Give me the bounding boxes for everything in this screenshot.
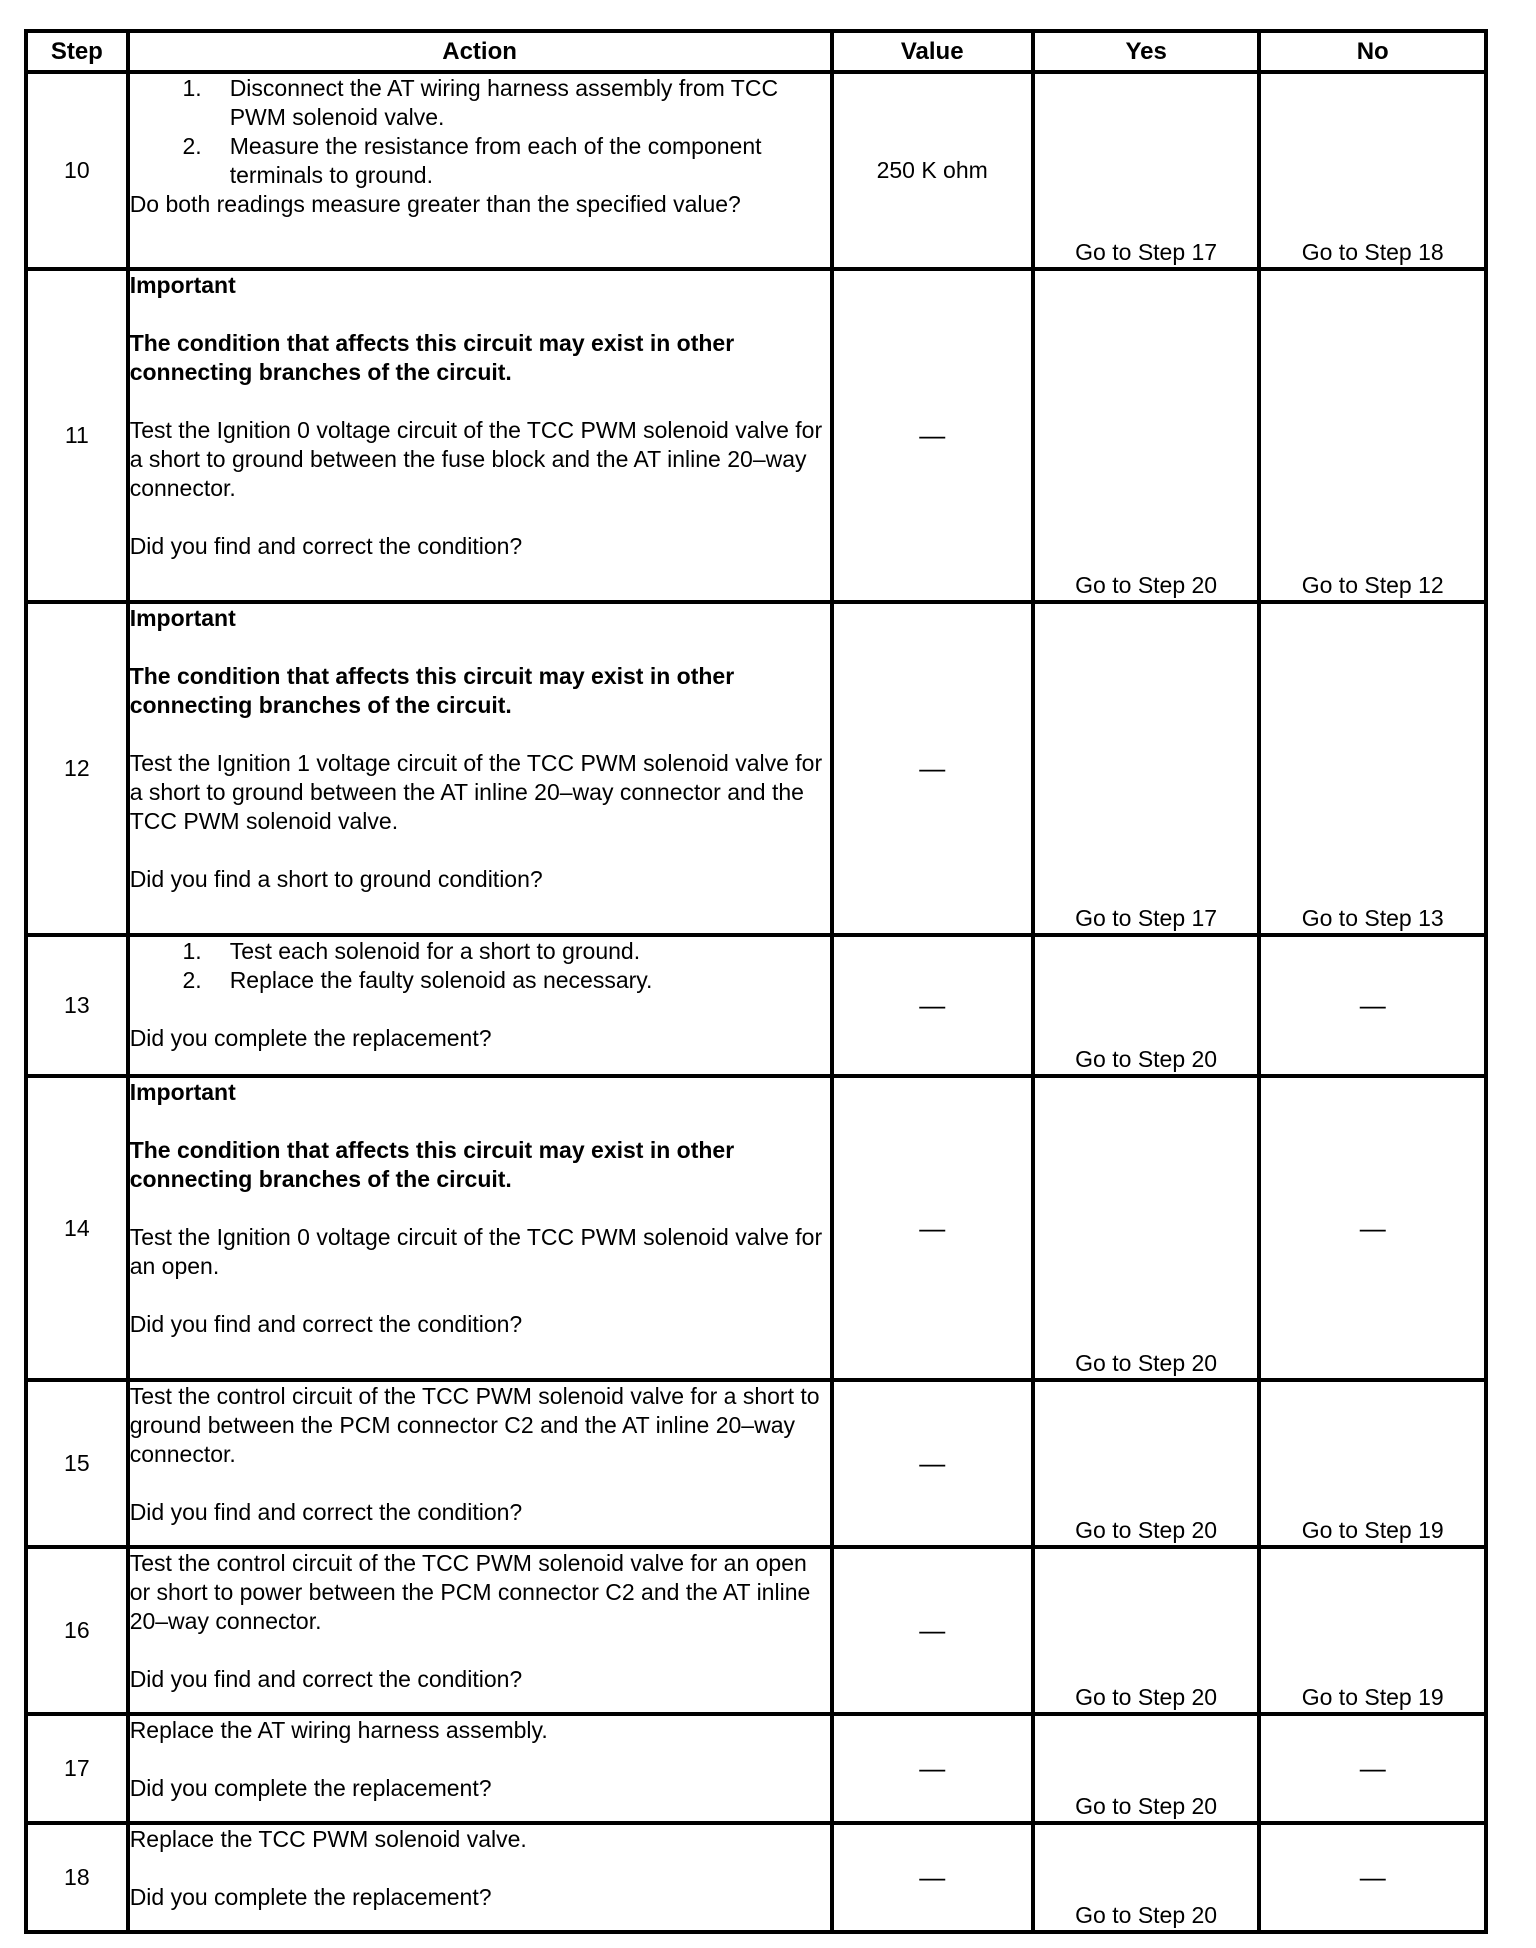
diagnostic-table	[24, 29, 1488, 1934]
action-cell	[128, 602, 832, 935]
yes-cell: Go to Step 20	[1033, 1714, 1260, 1823]
yes-cell: Go to Step 20	[1033, 1823, 1260, 1932]
important-label: Important	[129, 272, 236, 298]
step-number: 11	[26, 269, 128, 602]
list-number: 2.	[182, 133, 202, 159]
action-list	[130, 937, 830, 995]
step-number: 17	[26, 1714, 128, 1823]
value-cell: 250 K ohm	[832, 72, 1033, 269]
table-row	[26, 1076, 1486, 1380]
table-row	[26, 1547, 1486, 1714]
action-text: Test the control circuit of the TCC PWM solenoid valve for a short to ground between the PCM connector C2 and the AT inline 20–way connector.	[129, 1383, 820, 1467]
no-cell: Go to Step 19	[1259, 1547, 1486, 1714]
list-text: Test each solenoid for a short to ground.	[229, 938, 641, 964]
no-cell: Go to Step 18	[1259, 72, 1486, 269]
list-number: 2.	[182, 967, 202, 993]
important-label: Important	[129, 605, 236, 631]
list-item	[130, 132, 830, 190]
no-cell: —	[1259, 1714, 1486, 1823]
no-cell: Go to Step 13	[1259, 602, 1486, 935]
action-question: Did you find and correct the condition?	[129, 1499, 523, 1525]
no-cell: —	[1259, 1823, 1486, 1932]
header-no: No	[1259, 31, 1486, 72]
step-number: 15	[26, 1380, 128, 1547]
action-text: Test the Ignition 1 voltage circuit of the TCC PWM solenoid valve for a short to ground between the AT inline 20–way connector and the TCC PWM solenoid valve.	[129, 750, 823, 834]
yes-cell: Go to Step 20	[1033, 1547, 1260, 1714]
action-question: Did you complete the replacement?	[129, 1884, 492, 1910]
action-question: Did you find a short to ground condition?	[129, 866, 543, 892]
table-header-row	[26, 31, 1486, 72]
important-condition: The condition that affects this circuit may exist in other connecting branches of the circuit.	[129, 330, 735, 385]
action-list	[130, 74, 830, 190]
list-item	[130, 74, 830, 132]
yes-cell: Go to Step 17	[1033, 602, 1260, 935]
list-item	[130, 966, 830, 995]
no-cell: Go to Step 19	[1259, 1380, 1486, 1547]
list-item	[130, 937, 830, 966]
header-yes: Yes	[1033, 31, 1260, 72]
action-cell	[128, 269, 832, 602]
no-cell: —	[1259, 935, 1486, 1076]
table-row	[26, 602, 1486, 935]
table-row	[26, 1380, 1486, 1547]
action-question: Did you find and correct the condition?	[129, 1311, 523, 1337]
action-cell	[128, 1380, 832, 1547]
step-number: 10	[26, 72, 128, 269]
header-step: Step	[26, 31, 128, 72]
value-cell: —	[832, 1714, 1033, 1823]
action-question: Did you complete the replacement?	[129, 1775, 492, 1801]
step-number: 16	[26, 1547, 128, 1714]
important-label: Important	[129, 1079, 236, 1105]
value-cell: —	[832, 269, 1033, 602]
value-cell: —	[832, 1076, 1033, 1380]
value-cell: —	[832, 1547, 1033, 1714]
no-cell: Go to Step 12	[1259, 269, 1486, 602]
table-row	[26, 1714, 1486, 1823]
action-text: Test the control circuit of the TCC PWM solenoid valve for an open or short to power between the PCM connector C2 and the AT inline 20–way connector.	[129, 1550, 811, 1634]
action-cell	[128, 935, 832, 1076]
table-row	[26, 1823, 1486, 1932]
action-cell	[128, 1547, 832, 1714]
list-number: 1.	[182, 938, 202, 964]
step-number: 13	[26, 935, 128, 1076]
step-number: 18	[26, 1823, 128, 1932]
table-row	[26, 935, 1486, 1076]
value-cell: —	[832, 602, 1033, 935]
action-question: Do both readings measure greater than the specified value?	[129, 191, 741, 217]
action-question: Did you complete the replacement?	[129, 1025, 492, 1051]
action-text: Test the Ignition 0 voltage circuit of the TCC PWM solenoid valve for an open.	[129, 1224, 823, 1279]
value-cell: —	[832, 1823, 1033, 1932]
header-action: Action	[128, 31, 832, 72]
table-row	[26, 269, 1486, 602]
table-row	[26, 72, 1486, 269]
yes-cell: Go to Step 20	[1033, 935, 1260, 1076]
yes-cell: Go to Step 20	[1033, 1380, 1260, 1547]
yes-cell: Go to Step 17	[1033, 72, 1260, 269]
list-text: Measure the resistance from each of the component terminals to ground.	[229, 133, 762, 188]
no-cell: —	[1259, 1076, 1486, 1380]
list-number: 1.	[182, 75, 202, 101]
action-text: Test the Ignition 0 voltage circuit of the TCC PWM solenoid valve for a short to ground between the fuse block and the AT inline 20–way connector.	[129, 417, 823, 501]
important-condition: The condition that affects this circuit may exist in other connecting branches of the circuit.	[129, 1137, 735, 1192]
list-text: Disconnect the AT wiring harness assembly from TCC PWM solenoid valve.	[229, 75, 779, 130]
value-cell: —	[832, 1380, 1033, 1547]
important-condition: The condition that affects this circuit may exist in other connecting branches of the circuit.	[129, 663, 735, 718]
action-cell	[128, 1076, 832, 1380]
list-text: Replace the faulty solenoid as necessary.	[229, 967, 653, 993]
action-cell	[128, 72, 832, 269]
yes-cell: Go to Step 20	[1033, 1076, 1260, 1380]
step-number: 14	[26, 1076, 128, 1380]
action-question: Did you find and correct the condition?	[129, 1666, 523, 1692]
yes-cell: Go to Step 20	[1033, 269, 1260, 602]
step-number: 12	[26, 602, 128, 935]
value-cell: —	[832, 935, 1033, 1076]
action-cell	[128, 1714, 832, 1823]
header-value: Value	[832, 31, 1033, 72]
action-text: Replace the AT wiring harness assembly.	[129, 1717, 548, 1743]
action-text: Replace the TCC PWM solenoid valve.	[129, 1826, 527, 1852]
action-cell	[128, 1823, 832, 1932]
action-question: Did you find and correct the condition?	[129, 533, 523, 559]
